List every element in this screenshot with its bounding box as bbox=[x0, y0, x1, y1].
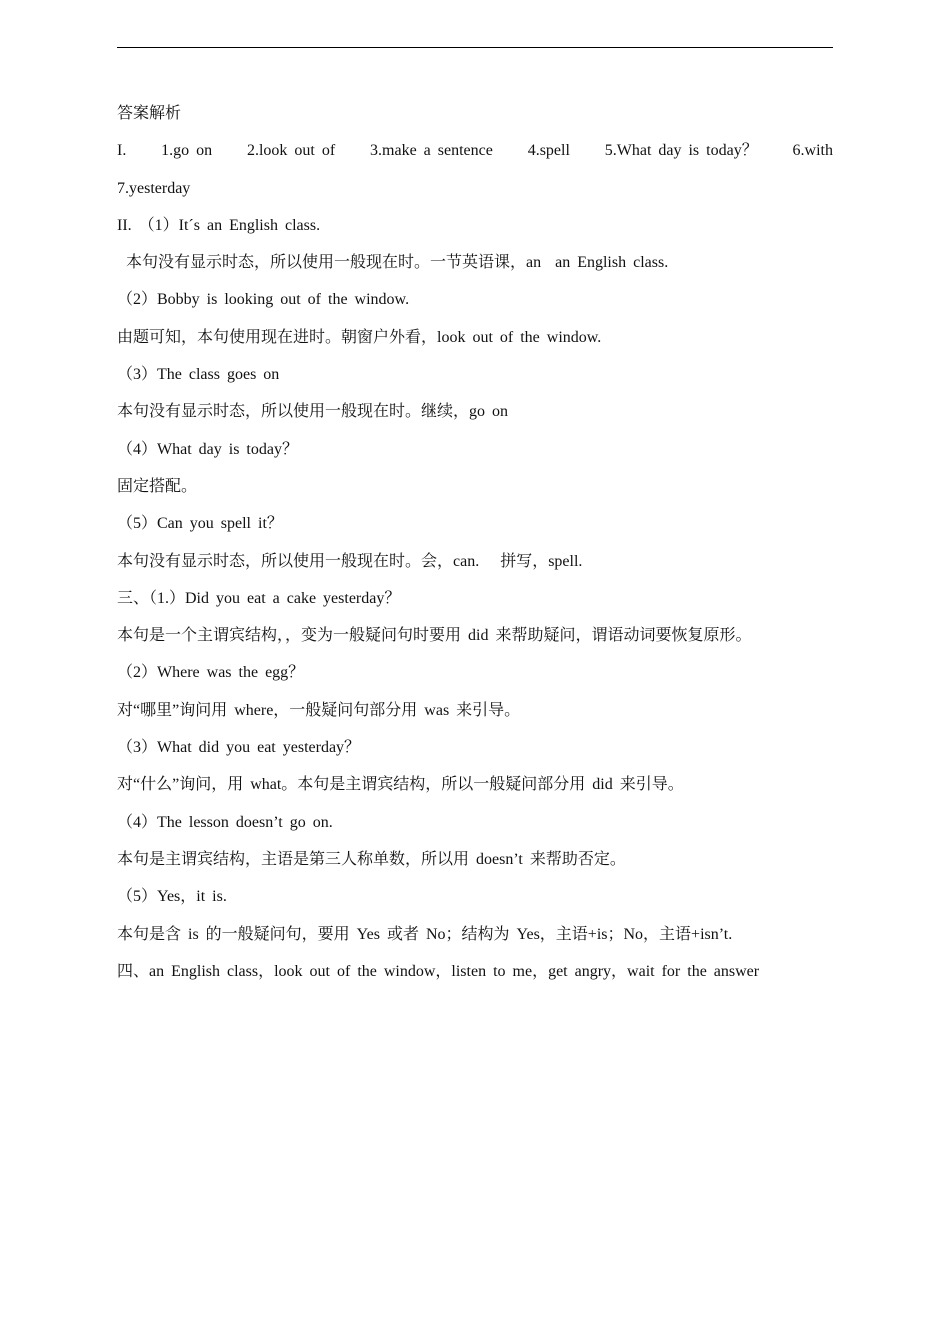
section3-question-3: （3）What did you eat yesterday？ bbox=[117, 739, 361, 757]
answer-item: 1.go on bbox=[161, 142, 213, 160]
section2-explanation-3: 本句没有显示时态，所以使用一般现在时。继续，go on bbox=[117, 403, 509, 421]
section2-explanation-5: 本句没有显示时态，所以使用一般现在时。会，can. 拼写，spell. bbox=[117, 552, 583, 570]
section3-explanation-1: 本句是一个主谓宾结构，，变为一般疑问句时要用 did 来帮助疑问，谓语动词要恢复原形。 bbox=[117, 627, 752, 645]
section4-answers: 四、an English class，look out of the window，listen to me，get angry，wait for the answer bbox=[117, 962, 760, 980]
section2-question-1: II. （1）It´s an English class. bbox=[117, 216, 321, 234]
answer-item: 2.look out of bbox=[246, 142, 336, 160]
answer-item: 4.spell bbox=[527, 142, 570, 160]
section2-question-2: （2）Bobby is looking out of the window. bbox=[117, 291, 410, 309]
section3-explanation-5: 本句是含 is 的一般疑问句，要用 Yes 或者 No；结构为 Yes，主语+is；No，主语+isn’t. bbox=[117, 925, 733, 943]
section3-question-5: （5）Yes，it is. bbox=[117, 888, 227, 906]
section3-question-4: （4）The lesson doesn’t go on. bbox=[117, 813, 333, 831]
header-rule bbox=[117, 47, 833, 48]
section3-explanation-4: 本句是主谓宾结构，主语是第三人称单数，所以用 doesn’t 来帮助否定。 bbox=[117, 850, 626, 868]
section1-numeral: I. bbox=[117, 142, 127, 160]
section2-explanation-1: 本句没有显示时态，所以使用一般现在时。一节英语课，an an English class. bbox=[126, 254, 669, 272]
section2-question-4: （4）What day is today？ bbox=[117, 440, 298, 458]
answer-item: 6.with bbox=[792, 142, 833, 160]
section3-explanation-3: 对“什么”询问，用 what。本句是主谓宾结构，所以一般疑问部分用 did 来引导。 bbox=[117, 776, 684, 794]
section3-question-2: （2）Where was the egg？ bbox=[117, 664, 305, 682]
section2-explanation-4: 固定搭配。 bbox=[117, 477, 198, 495]
section2-question-3: （3）The class goes on bbox=[117, 366, 280, 384]
section2-explanation-2: 由题可知，本句使用现在进时。朝窗户外看，look out of the window. bbox=[117, 328, 602, 346]
answer-item: 7.yesterday bbox=[117, 179, 191, 197]
answer-item: 5.What day is today？ bbox=[604, 142, 758, 160]
section3-explanation-2: 对“哪里”询问用 where，一般疑问句部分用 was 来引导。 bbox=[117, 701, 521, 719]
answer-item: 3.make a sentence bbox=[370, 142, 493, 160]
section3-question-1: 三、（1.）Did you eat a cake yesterday？ bbox=[117, 589, 401, 607]
answer-heading: 答案解析 bbox=[117, 105, 182, 122]
section2-question-5: （5）Can you spell it？ bbox=[117, 515, 283, 533]
answer-document bbox=[117, 95, 833, 990]
section1-answers bbox=[117, 132, 833, 169]
